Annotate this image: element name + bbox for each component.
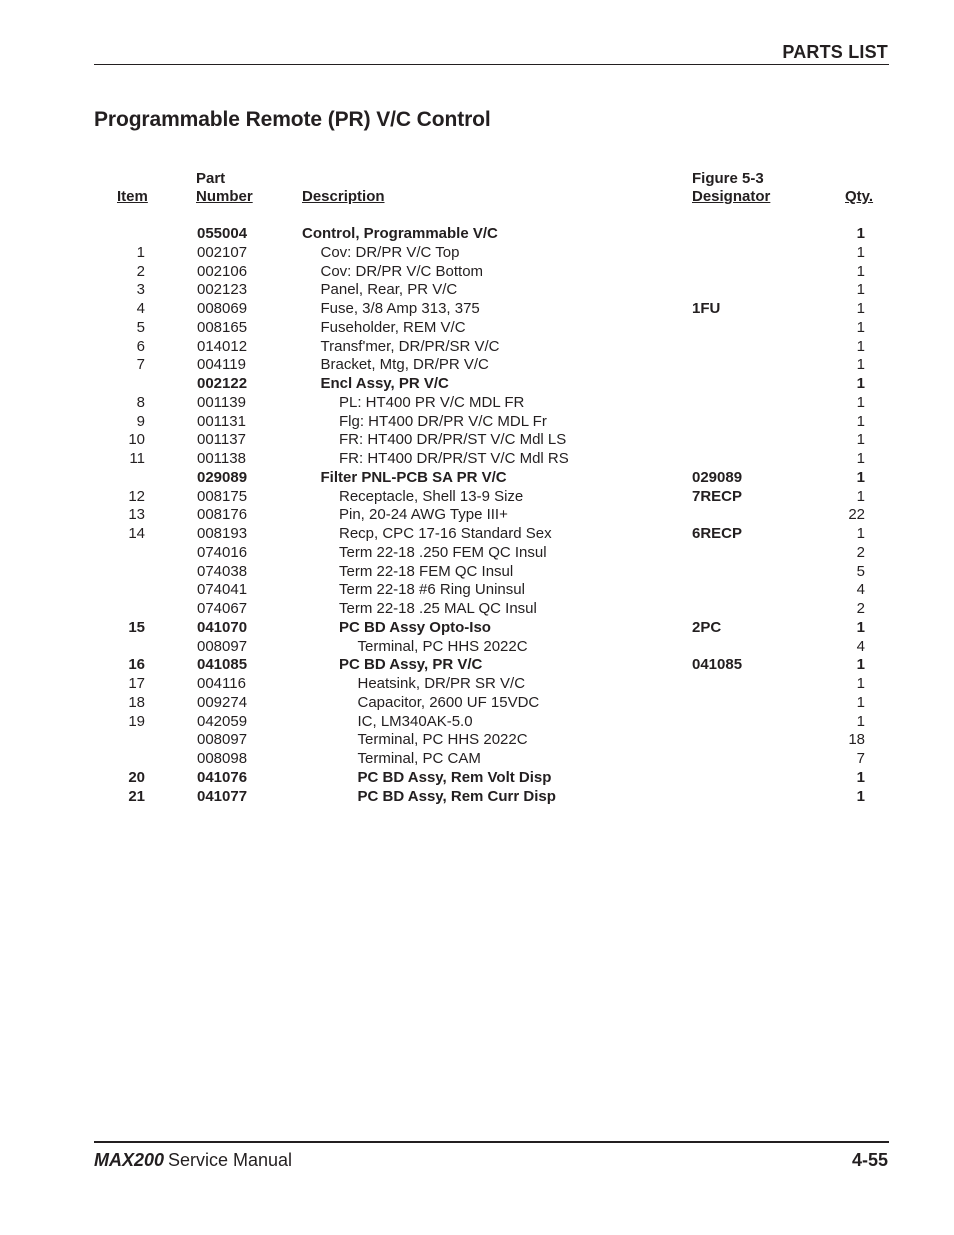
table-row	[0, 356, 954, 375]
item-cell: 12	[128, 487, 145, 505]
table-row	[0, 281, 954, 300]
qty-cell: 1	[856, 787, 865, 805]
designator-cell: 2PC	[692, 618, 722, 636]
part-number-cell: 008165	[197, 318, 248, 336]
table-row	[0, 469, 954, 488]
item-cell: 6	[136, 337, 145, 355]
part-number-cell: 055004	[197, 225, 248, 242]
table-row	[0, 375, 954, 394]
description-cell: Fuseholder, REM V/C	[320, 318, 466, 336]
qty-cell: 4	[856, 637, 865, 655]
table-row	[0, 338, 954, 357]
qty-cell: 18	[848, 731, 865, 749]
part-number-cell: 074041	[197, 581, 248, 599]
part-number-cell: 001139	[197, 393, 246, 411]
description-cell: Bracket, Mtg, DR/PR V/C	[320, 356, 489, 374]
qty-cell: 2	[856, 543, 865, 561]
qty-cell: 5	[856, 562, 865, 580]
part-number-cell: 041085	[197, 656, 248, 674]
column-header-item-label: Item	[117, 188, 148, 205]
item-cell: 11	[129, 450, 145, 467]
description-cell: Term 22-18 #6 Ring Uninsul	[339, 581, 525, 599]
table-row	[0, 544, 954, 563]
qty-cell: 1	[856, 693, 865, 711]
part-number-cell: 001138	[197, 450, 246, 467]
part-number-cell: 008098	[197, 750, 248, 767]
qty-cell: 1	[856, 225, 865, 242]
qty-cell: 1	[856, 281, 865, 299]
designator-cell: 041085	[692, 656, 743, 674]
page-title: Programmable Remote (PR) V/C Control	[94, 108, 491, 131]
qty-cell: 1	[856, 318, 865, 336]
qty-cell: 1	[856, 412, 865, 430]
table-row	[0, 488, 954, 507]
qty-cell: 1	[856, 337, 865, 355]
description-cell: Transf'mer, DR/PR/SR V/C	[320, 337, 500, 355]
part-number-cell: 004119	[197, 356, 246, 374]
table-row	[0, 225, 954, 244]
part-number-cell: 001137	[197, 431, 246, 449]
column-header-description-label: Description	[302, 188, 385, 205]
parts-table	[0, 225, 954, 806]
item-cell: 10	[128, 431, 145, 449]
qty-cell: 2	[856, 600, 865, 617]
item-cell: 19	[128, 712, 145, 730]
part-number-cell: 009274	[197, 693, 248, 711]
designator-cell: 1FU	[692, 300, 721, 317]
table-row	[0, 656, 954, 675]
part-number-cell: 008175	[197, 487, 248, 505]
description-cell: PC BD Assy Opto-Iso	[339, 618, 491, 636]
column-header-qty	[845, 188, 873, 206]
qty-cell: 1	[856, 618, 865, 636]
page-number: 4-55	[851, 1150, 888, 1170]
table-row	[0, 525, 954, 544]
part-number-cell: 041070	[197, 618, 248, 636]
part-number-cell: 008193	[197, 525, 248, 542]
qty-cell: 1	[856, 375, 865, 392]
description-cell: Fuse, 3/8 Amp 313, 375	[320, 300, 480, 317]
qty-cell: 1	[856, 768, 865, 786]
table-row	[0, 600, 954, 619]
part-number-cell: 074067	[197, 600, 248, 617]
table-row	[0, 506, 954, 525]
qty-cell: 1	[856, 675, 865, 692]
qty-cell: 1	[856, 487, 865, 505]
item-cell: 15	[128, 618, 145, 636]
qty-cell: 1	[856, 656, 865, 674]
part-number-cell: 004116	[197, 675, 246, 692]
part-number-cell: 074038	[197, 562, 248, 580]
table-row	[0, 713, 954, 732]
qty-cell: 7	[856, 750, 865, 767]
column-header-part-label: Part	[196, 170, 226, 187]
description-cell: Term 22-18 FEM QC Insul	[339, 562, 514, 580]
table-row	[0, 638, 954, 657]
qty-cell: 1	[856, 450, 865, 467]
table-row	[0, 788, 954, 807]
description-cell: Terminal, PC HHS 2022C	[357, 731, 528, 749]
table-row	[0, 450, 954, 469]
description-cell: Cov: DR/PR V/C Bottom	[320, 262, 484, 280]
part-number-cell: 002107	[197, 243, 248, 261]
qty-cell: 1	[856, 262, 865, 280]
description-cell: Filter PNL-PCB SA PR V/C	[320, 468, 507, 486]
column-header-designator-label: Designator	[692, 188, 771, 205]
description-cell: Pin, 20-24 AWG Type III+	[339, 506, 508, 524]
part-number-cell: 041076	[197, 768, 248, 786]
description-cell: Control, Programmable V/C	[302, 225, 498, 242]
table-row	[0, 769, 954, 788]
part-number-cell: 002106	[197, 262, 248, 280]
description-cell: Cov: DR/PR V/C Top	[320, 243, 460, 261]
column-header-designator	[692, 170, 770, 206]
table-row	[0, 675, 954, 694]
part-number-cell: 002122	[197, 375, 248, 392]
table-row	[0, 694, 954, 713]
item-cell: 20	[128, 768, 145, 786]
item-cell: 8	[136, 393, 145, 411]
item-cell: 14	[128, 525, 145, 542]
item-cell: 2	[136, 262, 145, 280]
table-row	[0, 263, 954, 282]
description-cell: PC BD Assy, Rem Volt Disp	[357, 768, 552, 786]
qty-cell: 1	[856, 525, 865, 542]
table-row	[0, 244, 954, 263]
footer-manual-title: Service Manual	[168, 1150, 293, 1170]
qty-cell: 1	[856, 468, 865, 486]
part-number-cell: 014012	[197, 337, 248, 355]
part-number-cell: 002123	[197, 281, 248, 299]
description-cell: FR: HT400 DR/PR/ST V/C Mdl LS	[339, 431, 567, 449]
table-row	[0, 431, 954, 450]
part-number-cell: 008097	[197, 731, 248, 749]
item-cell: 1	[136, 243, 145, 261]
footer-brand: MAX200	[94, 1150, 165, 1170]
item-cell: 4	[136, 300, 145, 317]
column-header-item	[117, 188, 148, 206]
item-cell: 21	[128, 787, 145, 805]
item-cell: 13	[128, 506, 145, 524]
item-cell: 18	[128, 693, 145, 711]
description-cell: Receptacle, Shell 13-9 Size	[339, 487, 524, 505]
item-cell: 7	[136, 356, 145, 374]
item-cell: 9	[136, 412, 145, 430]
description-cell: FR: HT400 DR/PR/ST V/C Mdl RS	[339, 450, 569, 467]
part-number-cell: 008176	[197, 506, 248, 524]
description-cell: Heatsink, DR/PR SR V/C	[357, 675, 526, 692]
qty-cell: 1	[856, 356, 865, 374]
description-cell: Encl Assy, PR V/C	[320, 375, 449, 392]
part-number-cell: 008069	[197, 300, 248, 317]
part-number-cell: 029089	[197, 468, 248, 486]
qty-cell: 1	[856, 393, 865, 411]
column-header-part-number	[196, 170, 253, 206]
qty-cell: 22	[848, 506, 865, 524]
table-row	[0, 413, 954, 432]
description-cell: PC BD Assy, PR V/C	[339, 656, 483, 674]
column-header-figure-label: Figure 5-3	[692, 170, 764, 187]
designator-cell: 029089	[692, 468, 743, 486]
description-cell: Terminal, PC HHS 2022C	[357, 637, 528, 655]
qty-cell: 4	[856, 581, 865, 599]
description-cell: Recp, CPC 17-16 Standard Sex	[339, 525, 552, 542]
description-cell: Capacitor, 2600 UF 15VDC	[357, 693, 540, 711]
footer-divider	[94, 1141, 889, 1143]
part-number-cell: 041077	[197, 787, 248, 805]
table-row	[0, 394, 954, 413]
qty-cell: 1	[856, 300, 865, 317]
description-cell: Panel, Rear, PR V/C	[320, 281, 458, 299]
column-header-qty-label: Qty.	[845, 188, 874, 205]
description-cell: Flg: HT400 DR/PR V/C MDL Fr	[339, 412, 547, 430]
qty-cell: 1	[856, 243, 865, 261]
table-row	[0, 319, 954, 338]
table-row	[0, 619, 954, 638]
description-cell: PL: HT400 PR V/C MDL FR	[339, 393, 525, 411]
description-cell: PC BD Assy, Rem Curr Disp	[357, 787, 556, 805]
table-row	[0, 581, 954, 600]
designator-cell: 6RECP	[692, 525, 743, 542]
item-cell: 16	[128, 656, 145, 674]
item-cell: 5	[136, 318, 145, 336]
description-cell: Term 22-18 .25 MAL QC Insul	[339, 600, 537, 617]
part-number-cell: 008097	[197, 637, 248, 655]
qty-cell: 1	[856, 431, 865, 449]
part-number-cell: 042059	[197, 712, 248, 730]
column-header-description	[302, 188, 385, 206]
designator-cell: 7RECP	[692, 487, 743, 505]
part-number-cell: 074016	[197, 543, 248, 561]
description-cell: Terminal, PC CAM	[357, 750, 481, 767]
description-cell: IC, LM340AK-5.0	[357, 712, 473, 730]
part-number-cell: 001131	[197, 412, 246, 430]
item-cell: 3	[136, 281, 145, 299]
column-header-number-label: Number	[196, 188, 253, 205]
table-row	[0, 731, 954, 750]
table-row	[0, 563, 954, 582]
qty-cell: 1	[856, 712, 865, 730]
table-row	[0, 750, 954, 769]
item-cell: 17	[128, 675, 145, 692]
header-divider	[94, 64, 889, 65]
table-row	[0, 300, 954, 319]
description-cell: Term 22-18 .250 FEM QC Insul	[339, 543, 547, 561]
section-header: PARTS LIST	[782, 42, 888, 62]
